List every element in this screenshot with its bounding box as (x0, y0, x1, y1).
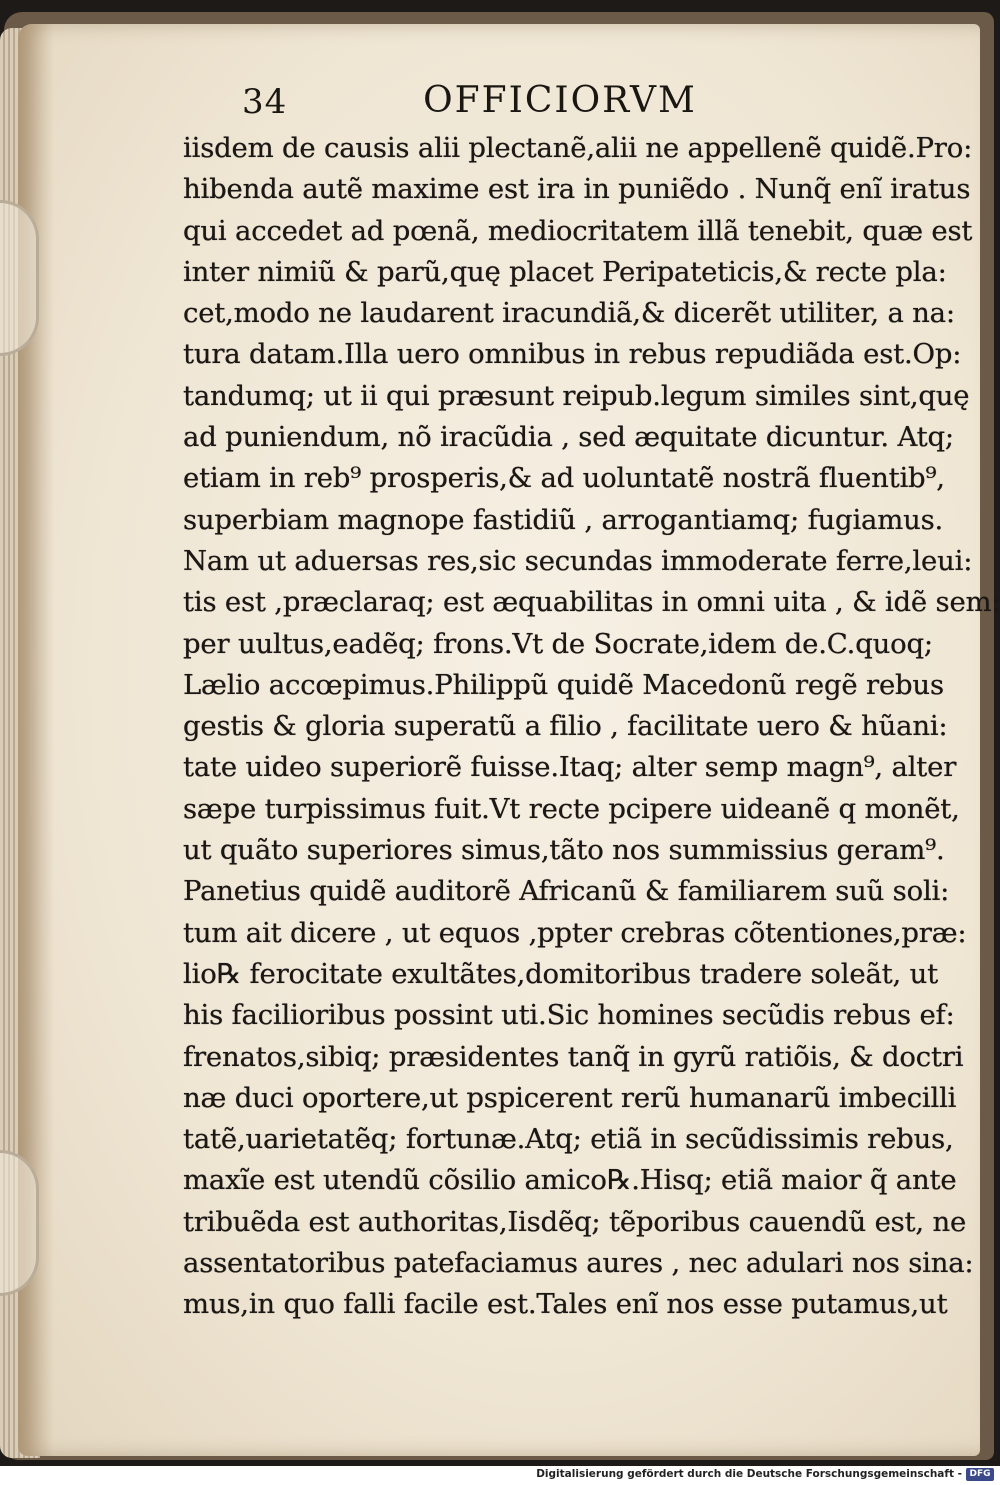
text-line: frenatos,sibiq; præsidentes tanq̃ in gyrũ ratiõis, & doctri (183, 1040, 964, 1073)
text-line: næ duci oportere,ut pspicerent rerũ humanarũ imbecilli (183, 1081, 957, 1114)
text-line: Lælio accœpimus.Philippũ quidẽ Macedonũ regẽ rebus (183, 668, 944, 701)
text-line: iisdem de causis alii plectanẽ,alii ne appellenẽ quidẽ.Pro: (183, 132, 973, 164)
text-line: ut quãto superiores simus,tãto nos summissius geram⁹. (183, 834, 945, 867)
text-line: tribuẽda est authoritas,Iisdẽq; tẽporibus cauendũ est, ne (183, 1205, 967, 1238)
text-line: ad puniendum, nõ iracũdia , sed æquitate dicuntur. Atq; (183, 421, 954, 454)
text-line: hibenda autẽ maxime est ira in puniẽdo . Nunq̃ enĩ iratus (183, 173, 971, 206)
text-line: assentatoribus patefaciamus aures , nec adulari nos sina: (183, 1247, 974, 1280)
text-line: cet,modo ne laudarent iracundiã,& dicerẽt utiliter, a na: (183, 297, 955, 330)
text-line: tatẽ,uarietatẽq; fortunæ.Atq; etiã in secũdissimis rebus, (183, 1123, 954, 1156)
text-line: sæpe turpissimus fuit.Vt recte pcipere uideanẽ q monẽt, (183, 792, 960, 825)
page-number: 34 (242, 82, 288, 122)
text-line: etiam in reb⁹ prosperis,& ad uoluntatẽ nostrã fluentib⁹, (183, 462, 945, 495)
text-line: inter nimiũ & parũ,quę placet Peripateticis,& recte pla: (183, 255, 947, 288)
text-line: tate uideo superiorẽ fuisse.Itaq; alter semp magn⁹, alter (183, 751, 957, 784)
text-line: Panetius quidẽ auditorẽ Africanũ & familiarem suũ soli: (183, 875, 950, 908)
running-head: OFFICIORVM (423, 80, 697, 121)
page-tab-bottom (0, 1150, 39, 1296)
text-line: tandumq; ut ii qui præsunt reipub.legum similes sint,quę (183, 379, 970, 412)
text-line: qui accedet ad pœnã, mediocritatem illã tenebit, quæ est (183, 214, 973, 247)
text-line: tura datam.Illa uero omnibus in rebus repudiãda est.Op: (183, 338, 962, 371)
text-line: mus,in quo falli facile est.Tales enĩ nos esse putamus,ut (183, 1288, 948, 1321)
text-line: tum ait dicere , ut equos ,ppter crebras cõtentiones,præ: (183, 916, 967, 949)
body-text (183, 128, 1000, 1326)
page-tab-top (0, 200, 39, 356)
text-line: tis est ,præclaraq; est æquabilitas in omni uita , & idẽ sem: (183, 586, 1000, 619)
text-line: Nam ut aduersas res,sic secundas immoderate ferre,leui: (183, 544, 973, 577)
dfg-logo: DFG (966, 1468, 994, 1481)
text-line: gestis & gloria superatũ a filio , facilitate uero & hũani: (183, 710, 948, 743)
text-line: his facilioribus possint uti.Sic homines secũdis rebus ef: (183, 999, 955, 1032)
text-line: maxĩe est utendũ cõsilio amico℞.Hisq; etiã maior q̃ ante (183, 1164, 957, 1197)
text-line: per uultus,eadẽq; frons.Vt de Socrate,idem de.C.quoq; (183, 627, 933, 660)
footer-credit: Digitalisierung gefördert durch die Deutsche Forschungsgemeinschaft - (536, 1468, 962, 1480)
footer (0, 1466, 1000, 1485)
text-line: lio℞ ferocitate exultãtes,domitoribus tradere soleãt, ut (183, 957, 938, 990)
text-line: superbiam magnope fastidiũ , arrogantiamq; fugiamus. (183, 503, 944, 536)
